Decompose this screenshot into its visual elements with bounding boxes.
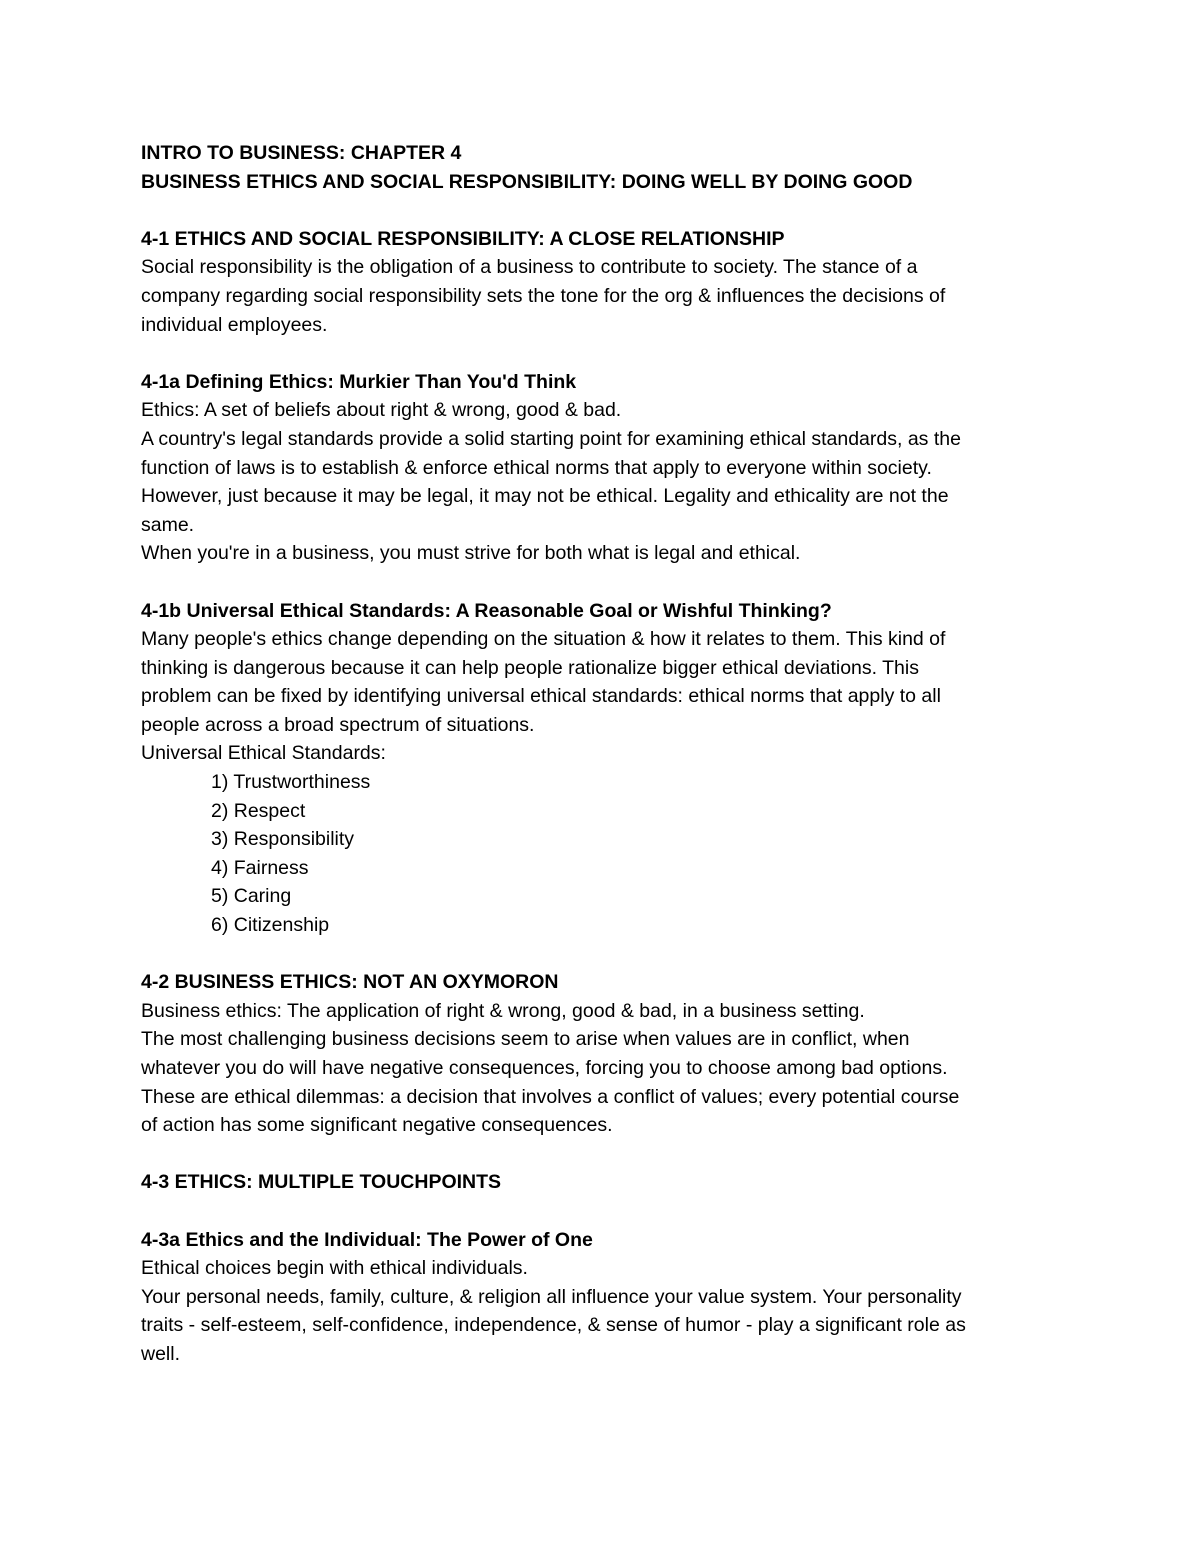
section-heading-4-1a: 4-1a Defining Ethics: Murkier Than You'd Think — [141, 370, 577, 393]
paragraph-line: Ethical choices begin with ethical individuals. — [141, 1257, 528, 1280]
chapter-title: BUSINESS ETHICS AND SOCIAL RESPONSIBILITY: DOING WELL BY DOING GOOD — [141, 170, 913, 193]
course-title: INTRO TO BUSINESS: CHAPTER 4 — [141, 142, 462, 164]
paragraph-line: individual employees. — [141, 313, 328, 336]
list-item: 4) Fairness — [211, 856, 309, 879]
spacer — [141, 940, 1061, 969]
spacer — [141, 1197, 1061, 1226]
section-heading-4-1b: 4-1b Universal Ethical Standards: A Reasonable Goal or Wishful Thinking? — [141, 599, 832, 622]
section-heading-4-3a: 4-3a Ethics and the Individual: The Power of One — [141, 1228, 593, 1251]
spacer — [141, 1140, 1061, 1169]
list-item: 6) Citizenship — [211, 914, 330, 937]
section-heading-4-1: 4-1 ETHICS AND SOCIAL RESPONSIBILITY: A CLOSE RELATIONSHIP — [141, 227, 785, 250]
paragraph-line: Universal Ethical Standards: — [141, 742, 386, 765]
list-item: 1) Trustworthiness — [211, 771, 371, 794]
list-item: 2) Respect — [211, 799, 306, 822]
section-heading-4-3: 4-3 ETHICS: MULTIPLE TOUCHPOINTS — [141, 1171, 502, 1194]
list-item: 3) Responsibility — [211, 828, 355, 851]
paragraph-line: Ethics: A set of beliefs about right & wrong, good & bad. — [141, 399, 622, 422]
paragraph-line: traits - self-esteem, self-confidence, independence, & sense of humor - play a significant role as — [141, 1314, 966, 1337]
section-heading-4-2: 4-2 BUSINESS ETHICS: NOT AN OXYMORON — [141, 971, 559, 994]
paragraph-line: problem can be fixed by identifying universal ethical standards: ethical norms that apply to all — [141, 685, 941, 708]
paragraph-line: These are ethical dilemmas: a decision that involves a conflict of values; every potential course — [141, 1085, 960, 1108]
paragraph-line: Business ethics: The application of right & wrong, good & bad, in a business setting. — [141, 999, 865, 1022]
paragraph-line: of action has some significant negative consequences. — [141, 1114, 613, 1137]
paragraph-line: Many people's ethics change depending on the situation & how it relates to them. This kind of — [141, 628, 946, 651]
paragraph-line: The most challenging business decisions seem to arise when values are in conflict, when — [141, 1028, 910, 1051]
paragraph-line: However, just because it may be legal, it may not be ethical. Legality and ethicality are not the — [141, 485, 949, 508]
paragraph-line: A country's legal standards provide a solid starting point for examining ethical standards, as the — [141, 427, 961, 450]
paragraph-line: function of laws is to establish & enforce ethical norms that apply to everyone within society. — [141, 456, 932, 479]
paragraph-line: company regarding social responsibility sets the tone for the org & influences the decisions of — [141, 284, 946, 307]
paragraph-line: Social responsibility is the obligation of a business to contribute to society. The stance of a — [141, 256, 918, 279]
paragraph-line: whatever you do will have negative consequences, forcing you to choose among bad options. — [141, 1057, 948, 1079]
list-item: 5) Caring — [211, 885, 292, 908]
paragraph-line: When you're in a business, you must strive for both what is legal and ethical. — [141, 542, 801, 565]
spacer — [141, 339, 1061, 368]
document-page — [141, 139, 1061, 1369]
paragraph-line: Your personal needs, family, culture, & religion all influence your value system. Your personality — [141, 1285, 962, 1308]
spacer — [141, 196, 1061, 225]
paragraph-line: thinking is dangerous because it can help people rationalize bigger ethical deviations. This — [141, 656, 919, 679]
paragraph-line: well. — [141, 1342, 181, 1365]
paragraph-line: same. — [141, 513, 195, 536]
spacer — [141, 568, 1061, 597]
paragraph-line: people across a broad spectrum of situations. — [141, 713, 535, 736]
